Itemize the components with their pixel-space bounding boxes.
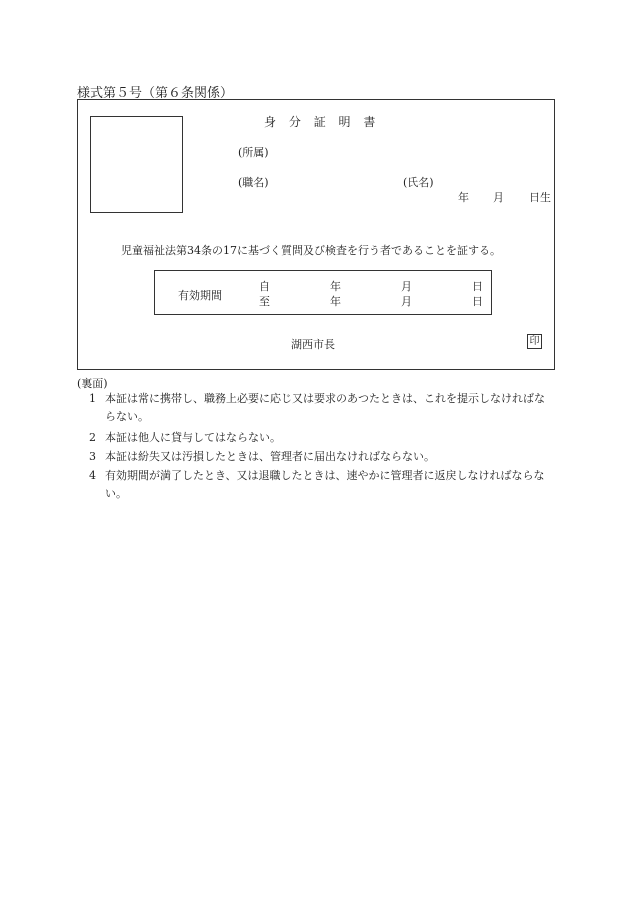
to-prefix: 至 — [259, 295, 270, 308]
validity-period-box — [154, 270, 492, 315]
from-day: 日 — [472, 280, 483, 293]
from-prefix: 自 — [259, 280, 270, 293]
card-title-char: 分 — [288, 115, 301, 129]
job-title-label: (職名) — [238, 176, 269, 189]
rule-text: 本証は他人に貸与してはならない。 — [105, 431, 281, 444]
validity-from-row — [259, 278, 484, 292]
validity-to-row — [259, 293, 484, 307]
from-month: 月 — [401, 280, 412, 293]
rule-number: 1 — [89, 392, 96, 405]
back-side-heading: (裏面) — [77, 377, 108, 390]
card-title-char: 書 — [363, 115, 376, 129]
rule-number: 3 — [89, 450, 96, 463]
affiliation-label: (所属) — [238, 146, 269, 159]
rule-text: 有効期間が満了したとき、又は退職したときは、速やかに管理者に返戻しなければならない。 — [105, 469, 545, 500]
card-title-char: 身 — [264, 115, 277, 129]
rule-text: 本証は紛失又は汚損したときは、管理者に届出なければならない。 — [105, 450, 435, 463]
card-title-char: 明 — [338, 115, 351, 129]
id-card-front — [77, 99, 555, 370]
issuer-mayor: 湖西市長 — [291, 338, 335, 351]
rule-text: 本証は常に携帯し、職務上必要に応じ又は要求のあつたときは、これを提示しなければならない。 — [105, 392, 545, 423]
back-rule-item — [89, 390, 551, 426]
birth-date — [458, 189, 553, 203]
from-year: 年 — [330, 280, 341, 293]
card-title — [264, 113, 384, 130]
to-year: 年 — [330, 295, 341, 308]
name-label: (氏名) — [403, 176, 434, 189]
photo-box — [90, 116, 183, 213]
birth-year-label: 年 — [458, 191, 469, 204]
back-rule-item — [89, 448, 551, 466]
certification-text: 児童福祉法第34条の17に基づく質問及び検査を行う者であることを証する。 — [121, 244, 501, 257]
birth-month-label: 月 — [493, 191, 504, 204]
card-title-char: 証 — [313, 115, 326, 129]
birth-day-label: 日生 — [529, 191, 551, 204]
seal-mark: 印 — [527, 334, 542, 349]
rule-number: 4 — [89, 469, 96, 482]
form-number-title: 様式第５号（第６条関係） — [77, 86, 234, 101]
validity-label: 有効期間 — [178, 289, 222, 302]
back-rule-item — [89, 467, 551, 503]
back-rule-item — [89, 429, 551, 447]
rule-number: 2 — [89, 431, 96, 444]
to-month: 月 — [401, 295, 412, 308]
to-day: 日 — [472, 295, 483, 308]
